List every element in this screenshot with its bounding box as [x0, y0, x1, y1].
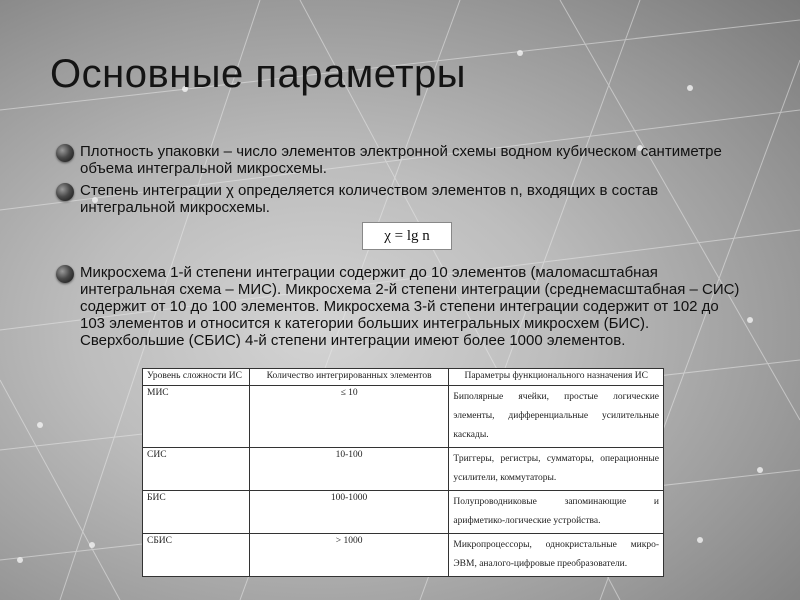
cell-count: > 1000 [249, 534, 449, 577]
bullet-text-levels: Микросхема 1-й степени интеграции содержит до 10 элементов (маломасштабная интегральная схема – МИС). Микросхема 2-й степени интеграции (среднемасштабная – СИС) содержит от 10 до 100 элементов. Микросхема 3-й степени интеграции содержит от 102 до 103 элементов и относится к категории больших интегральных микросхем (БИС). Сверхбольшие (СБИС) 4-й степени интеграции имеют более 1000 элементов. [80, 264, 740, 349]
slide-title: Основные параметры [50, 52, 467, 96]
table-row [143, 386, 664, 448]
cell-desc: Биполярные ячейки, простые логические элементы, дифференциальные усилительные каскады. [449, 386, 664, 448]
table-row [143, 534, 664, 577]
cell-desc: Триггеры, регистры, сумматоры, операционные усилители, коммутаторы. [449, 448, 664, 491]
table-header-params: Параметры функционального назначения ИС [449, 369, 664, 386]
cell-count: ≤ 10 [249, 386, 449, 448]
table-row [143, 448, 664, 491]
table-header-row [143, 369, 664, 386]
cell-level: МИС [143, 386, 250, 448]
cell-count: 100-1000 [249, 491, 449, 534]
cell-desc: Полупроводниковые запоминающие и арифметико-логические устройства. [449, 491, 664, 534]
cell-count: 10-100 [249, 448, 449, 491]
cell-level: БИС [143, 491, 250, 534]
bullet-icon [56, 144, 74, 162]
formula-box: χ = lg n [362, 222, 452, 250]
bullet-text-integration: Степень интеграции χ определяется количеством элементов n, входящих в состав интегральной микросхемы. [80, 182, 659, 216]
table-header-level: Уровень сложности ИС [143, 369, 250, 386]
table-row [143, 491, 664, 534]
ic-levels-table [142, 368, 664, 577]
cell-level: СБИС [143, 534, 250, 577]
cell-desc: Микропроцессоры, однокристальные микро-ЭВМ, аналого-цифровые преобразователи. [449, 534, 664, 577]
bullet-text-density: Плотность упаковки – число элементов электронной схемы водном кубическом сантиметре объема интегральной микросхемы. [80, 143, 722, 177]
cell-level: СИС [143, 448, 250, 491]
bullet-icon [56, 265, 74, 283]
table-header-count: Количество интегрированных элементов [249, 369, 449, 386]
bullet-icon [56, 183, 74, 201]
